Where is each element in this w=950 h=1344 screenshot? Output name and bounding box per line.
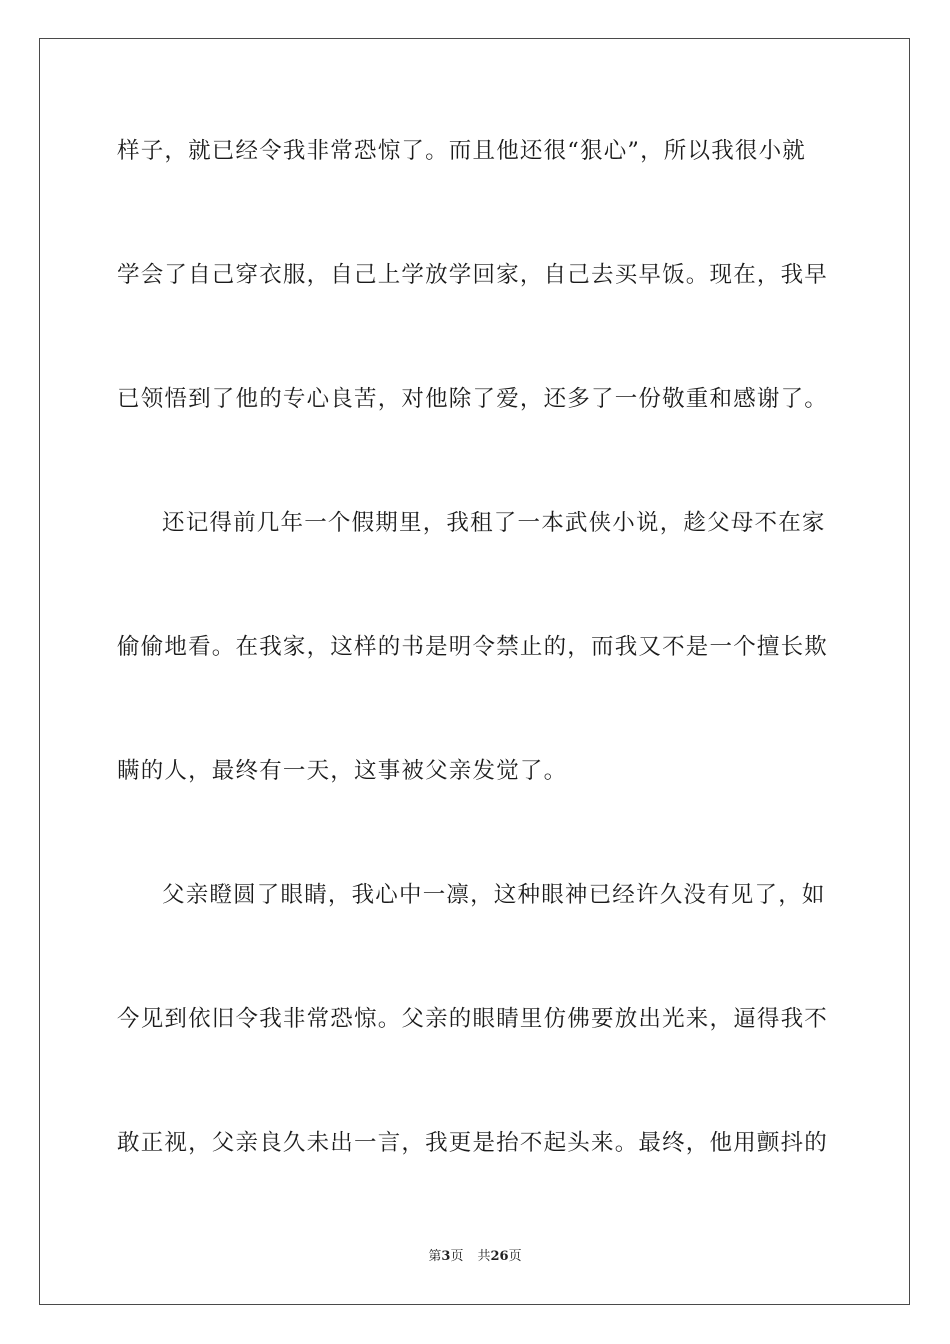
total-pages: 共26页 bbox=[477, 1249, 522, 1264]
page-number: 第3页 bbox=[428, 1249, 464, 1264]
page-border bbox=[39, 38, 910, 1305]
paragraph-3-line-3: 敢正视，父亲良久未出一言，我更是抬不起头来。最终，他用颤抖的 bbox=[117, 1130, 829, 1156]
body-text-line-3: 已领悟到了他的专心良苦，对他除了爱，还多了一份敬重和感谢了。 bbox=[117, 386, 829, 412]
paragraph-2-line-1: 还记得前几年一个假期里，我租了一本武侠小说，趁父母不在家 bbox=[162, 510, 826, 536]
body-text-line-2: 学会了自己穿衣服，自己上学放学回家，自己去买早饭。现在，我早 bbox=[117, 262, 829, 288]
paragraph-3-line-2: 今见到依旧令我非常恐惊。父亲的眼睛里仿佛要放出光来，逼得我不 bbox=[117, 1006, 829, 1032]
paragraph-2-line-3: 瞒的人，最终有一天，这事被父亲发觉了。 bbox=[117, 758, 568, 784]
body-text-line-1: 样子，就已经令我非常恐惊了。而且他还很“狠心”，所以我很小就 bbox=[117, 138, 807, 164]
paragraph-2-line-2: 偷偷地看。在我家，这样的书是明令禁止的，而我又不是一个擅长欺 bbox=[117, 634, 829, 660]
page-footer bbox=[0, 1248, 950, 1266]
paragraph-3-line-1: 父亲瞪圆了眼睛，我心中一凛，这种眼神已经许久没有见了，如 bbox=[162, 882, 826, 908]
